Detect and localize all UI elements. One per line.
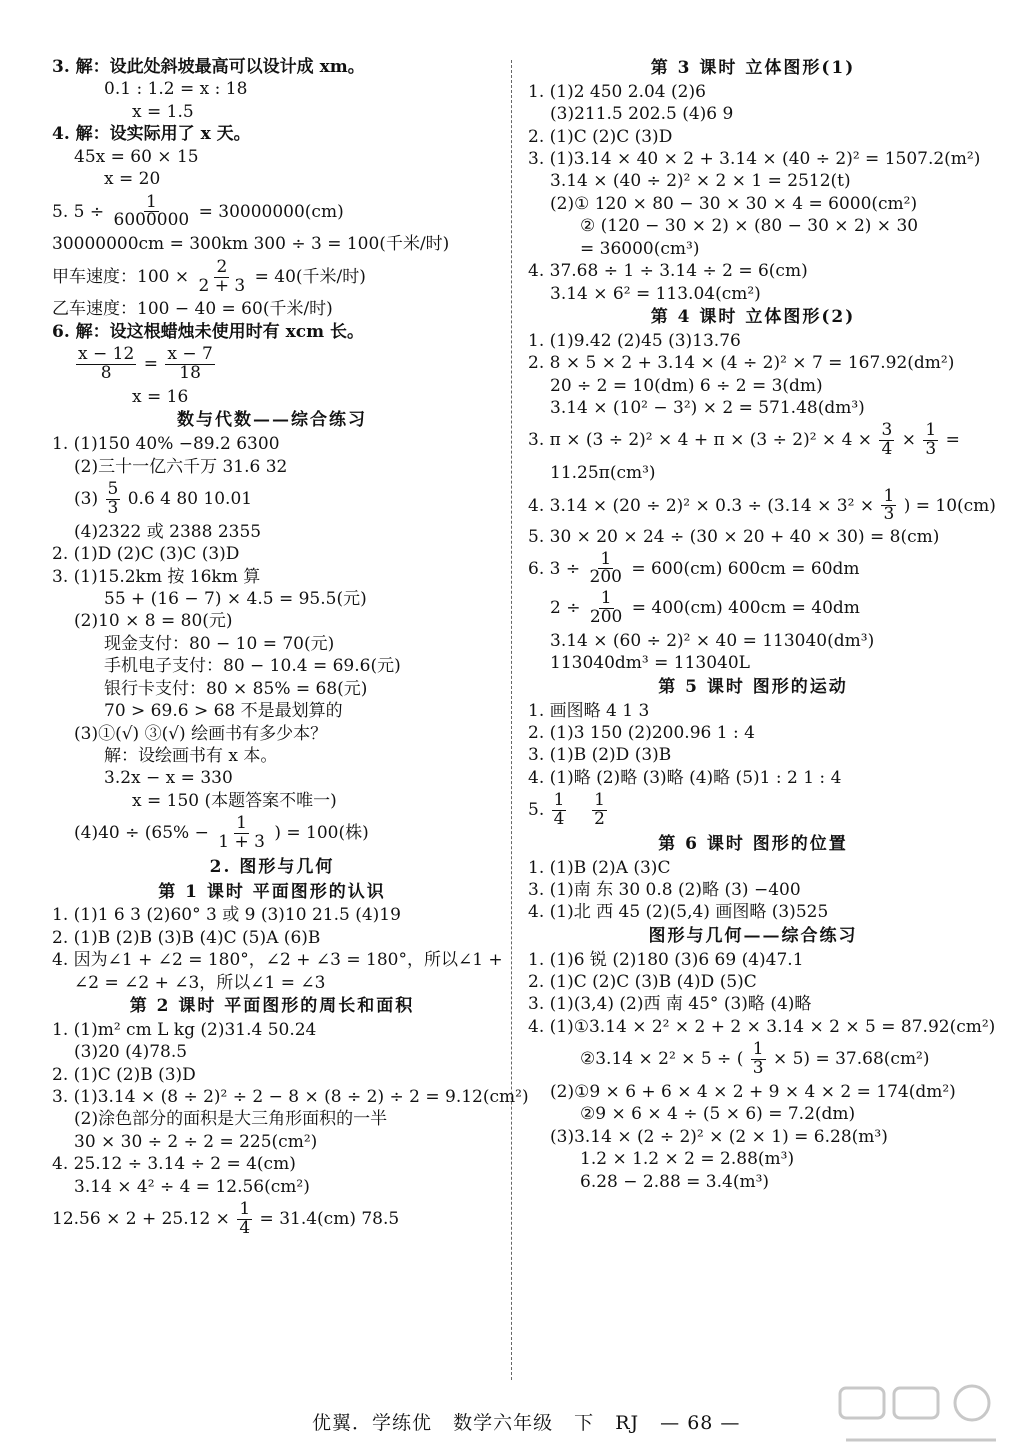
lesson-heading: 第 2 课时 平面图形的周长和面积 [129, 996, 415, 1017]
book-edition: RJ [615, 1412, 640, 1434]
answer-line: (3)3.14 × (2 ÷ 2)² × (2 × 1) = 6.28(m³) [550, 1126, 888, 1147]
section-heading: 数与代数——综合练习 [177, 410, 367, 431]
answer-line: 0.1 : 1.2 = x : 18 [104, 79, 248, 100]
answer-line: 3. π × (3 ÷ 2)² × 4 + π × (3 ÷ 2)² × 4 × $\frac{3}{4}$ × $\frac{1}{3}$ = [528, 420, 960, 460]
answer-line: 6. 3 ÷ $\frac{1}{200}$ = 600(cm) 600cm = 60dm [528, 548, 860, 588]
answer-line: ② (120 − 30 × 2) × (80 − 30 × 2) × 30 [580, 216, 919, 237]
lesson-heading: 第 3 课时 立体图形(1) [650, 58, 856, 78]
answer-line: 3.14 × (10² − 3²) × 2 = 571.48(dm³) [550, 397, 865, 418]
fraction: $\frac{1}{200}$ [589, 588, 623, 628]
answer-line: (2)三十一亿六千万 31.6 32 [74, 456, 288, 477]
answer-line: 6. 解：设这根蜡烛未使用时有 xcm 长。 [52, 321, 364, 342]
answer-line: x = 16 [132, 387, 189, 407]
column-divider [511, 60, 512, 1380]
fraction: $\frac{2}{2 + 3}$ [198, 256, 246, 296]
answer-line: (4)40 ÷ (65% − $\frac{1}{1 + 3}$ ) = 100(株) [74, 813, 369, 853]
answer-line: 4. 解：设实际用了 x 天。 [52, 124, 251, 145]
answer-line: 4. 37.68 ÷ 1 ÷ 3.14 ÷ 2 = 6(cm) [528, 261, 808, 282]
answer-line: 3. (1)15.2km 按 16km 算 [52, 566, 261, 587]
answer-line: 解：设绘画书有 x 本。 [104, 746, 278, 767]
answer-line: 1. (1)2 450 2.04 (2)6 [528, 81, 706, 102]
book-subject: 数学六年级 [453, 1412, 554, 1434]
section-heading: 图形与几何——综合练习 [648, 925, 858, 946]
left-column [52, 56, 529, 1241]
answer-line: 3. (1)南 东 30 0.8 (2)略 (3) −400 [528, 880, 801, 901]
answer-line: 2. (1)C (2)C (3)B (4)D (5)C [528, 971, 757, 992]
answer-line: (3)①(√) ③(√) 绘画书有多少本？ [74, 723, 328, 744]
answer-line: 2 ÷ $\frac{1}{200}$ = 400(cm) 400cm = 40dm [550, 588, 860, 628]
answer-line: 1. (1)m² cm L kg (2)31.4 50.24 [52, 1019, 317, 1040]
answer-line: (2)涂色部分的面积是大三角形面积的一半 [74, 1109, 388, 1130]
answer-line: 2. (1)B (2)B (3)B (4)C (5)A (6)B [52, 927, 321, 948]
answer-line: (2)①9 × 6 + 6 × 4 × 2 + 9 × 4 × 2 = 174(dm²) [550, 1081, 956, 1102]
answer-line: x = 150 (本题答案不唯一) [132, 790, 337, 811]
answer-line: 1. (1)9.42 (2)45 (3)13.76 [528, 330, 741, 351]
answer-line: 乙车速度：100 − 40 = 60(千米/时) [52, 299, 333, 320]
fraction: $\frac{5}{3}$ [107, 478, 119, 518]
answer-line: 1. (1)1 6 3 (2)60° 3 或 9 (3)10 21.5 (4)19 [52, 905, 401, 926]
answer-line: 3. (1)3.14 × 40 × 2 + 3.14 × (40 ÷ 2)² = 1507.2(m²) [528, 148, 981, 169]
fraction: $\frac{1}{3}$ [752, 1039, 764, 1079]
fraction: $\frac{1}{200}$ [589, 548, 622, 588]
answer-line: 银行卡支付：80 × 85% = 68(元) [104, 678, 368, 699]
answer-line: 2. (1)C (2)B (3)D [52, 1064, 196, 1085]
answer-line: (2)10 × 8 = 80(元) [74, 611, 233, 632]
answer-line: 1.2 × 1.2 × 2 = 2.88(m³) [580, 1149, 795, 1170]
answer-line: 2. (1)3 150 (2)200.96 1 : 4 [528, 722, 755, 743]
answer-line: 2. 8 × 5 × 2 + 3.14 × (4 ÷ 2)² × 7 = 167.92(dm²) [528, 353, 955, 374]
answer-line: x = 20 [104, 169, 161, 190]
fraction: $\frac{1}{2}$ [594, 790, 605, 830]
fraction: $\frac{1}{3}$ [925, 420, 937, 460]
answer-line: 4. 25.12 ÷ 3.14 ÷ 2 = 4(cm) [52, 1154, 296, 1175]
answer-line: 手机电子支付：80 − 10.4 = 69.6(元) [104, 656, 401, 677]
answer-line: $\frac{x - 12}{8}$ = $\frac{x - 7}{18}$ [78, 344, 213, 384]
answer-line: 4. (1)略 (2)略 (3)略 (4)略 (5)1 : 2 1 : 4 [528, 767, 842, 788]
answer-line: 现金支付：80 − 10 = 70(元) [104, 633, 335, 654]
answer-line: 5. 5 ÷ $\frac{1}{6000000}$ = 30000000(cm) [52, 191, 344, 231]
fraction: $\frac{x - 7}{18}$ [167, 344, 213, 384]
answer-line: 45x = 60 × 15 [74, 146, 199, 167]
answer-line: 2. (1)C (2)C (3)D [528, 126, 673, 147]
answer-line: (3)211.5 202.5 (4)6 9 [550, 104, 734, 125]
right-column [528, 56, 996, 1193]
lesson-heading: 第 4 课时 立体图形(2) [650, 307, 856, 328]
page-number: — 68 — [660, 1412, 741, 1434]
answer-line: 70 > 69.6 > 68 不是最划算的 [104, 701, 343, 722]
fraction: $\frac{1}{4}$ [553, 790, 565, 830]
answer-line: x = 1.5 [132, 101, 194, 122]
answer-line: 4. (1)北 西 45 (2)(5,4) 画图略 (3)525 [528, 902, 829, 923]
answer-line: 2. (1)D (2)C (3)C (3)D [52, 544, 240, 565]
lesson-heading: 第 6 课时 图形的位置 [658, 833, 848, 854]
answer-line: (3) $\frac{5}{3}$ 0.6 4 80 10.01 [74, 478, 253, 518]
answer-line: 1. 画图略 4 1 3 [528, 700, 650, 721]
answer-line: 30 × 30 ÷ 2 ÷ 2 = 225(cm²) [74, 1131, 318, 1152]
answer-line: 3.14 × 6² = 113.04(cm²) [550, 283, 761, 304]
answer-line: (4)2322 或 2388 2355 [74, 521, 262, 542]
fraction: $\frac{3}{4}$ [881, 420, 893, 460]
answer-line: = 36000(cm³) [580, 238, 700, 259]
answer-line: 20 ÷ 2 = 10(dm) 6 ÷ 2 = 3(dm) [550, 375, 823, 396]
answer-line: 甲车速度：100 × $\frac{2}{2 + 3}$ = 40(千米/时) [52, 256, 366, 296]
answer-line: (3)20 (4)78.5 [74, 1042, 188, 1063]
answer-line: (2)① 120 × 80 − 30 × 30 × 4 = 6000(cm²) [550, 193, 918, 214]
answer-line: 6.28 − 2.88 = 3.4(m³) [580, 1171, 770, 1192]
answer-line: ∠2 = ∠2 + ∠3，所以∠1 = ∠3 [74, 972, 326, 993]
page-footer [312, 1408, 754, 1435]
answer-line: 55 + (16 − 7) × 4.5 = 95.5(元) [104, 588, 367, 609]
brand-name: 优翼．学练优 [312, 1412, 433, 1434]
fraction: $\frac{1}{1 + 3}$ [218, 813, 265, 853]
lesson-heading: 第 5 课时 图形的运动 [658, 676, 848, 697]
answer-line: 12.56 × 2 + 25.12 × $\frac{1}{4}$ = 31.4(cm) 78.5 [52, 1199, 400, 1239]
answer-line: 4. 3.14 × (20 ÷ 2)² × 0.3 ÷ (3.14 × 3² × $\frac{1}{3}$ ) = 10(cm) [528, 485, 996, 525]
answer-line: 3.2x − x = 330 [104, 768, 233, 789]
answer-line: 1. (1)150 40% −89.2 6300 [52, 434, 280, 455]
answer-line: ②9 × 6 × 4 ÷ (5 × 6) = 7.2(dm) [580, 1104, 856, 1125]
watermark-logo [832, 1382, 1012, 1448]
answer-line: 113040dm³ = 113040L [550, 653, 750, 674]
book-volume: 下 [574, 1412, 595, 1434]
answer-line: 5. 30 × 20 × 24 ÷ (30 × 20 + 40 × 30) = 8(cm) [528, 527, 940, 548]
answer-line: 3. (1)B (2)D (3)B [528, 745, 672, 766]
lesson-heading: 第 1 课时 平面图形的认识 [158, 881, 386, 902]
fraction: $\frac{1}{4}$ [239, 1199, 251, 1239]
answer-line: 11.25π(cm³) [550, 463, 656, 484]
answer-line: 3. 解：设此处斜坡最高可以设计成 xm。 [52, 57, 365, 77]
fraction: $\frac{1}{6000000}$ [113, 191, 190, 231]
answer-line: ②3.14 × 2² × 5 ÷ ( $\frac{1}{3}$ × 5) = 37.68(cm²) [580, 1039, 930, 1079]
answer-line: 4. (1)①3.14 × 2² × 2 + 2 × 3.14 × 2 × 5 = 87.92(cm²) [528, 1016, 996, 1037]
answer-line: 3. (1)(3,4) (2)西 南 45° (3)略 (4)略 [528, 994, 812, 1015]
answer-line: 30000000cm = 300km 300 ÷ 3 = 100(千米/时) [52, 234, 450, 255]
fraction: $\frac{1}{3}$ [883, 485, 895, 525]
chapter-heading: 2. 图形与几何 [209, 857, 335, 878]
answer-line: 1. (1)6 锐 (2)180 (3)6 69 (4)47.1 [528, 949, 804, 970]
fraction: $\frac{x - 12}{8}$ [78, 344, 135, 384]
answer-line: 3. (1)3.14 × (8 ÷ 2)² ÷ 2 − 8 × (8 ÷ 2) ÷ 2 = 9.12(cm²) [52, 1087, 529, 1107]
answer-line: 3.14 × (60 ÷ 2)² × 40 = 113040(dm³) [550, 630, 875, 651]
answer-line: 3.14 × 4² ÷ 4 = 12.56(cm²) [74, 1176, 310, 1197]
answer-line: 4. 因为∠1 + ∠2 = 180°，∠2 + ∠3 = 180°，所以∠1 + [52, 950, 503, 971]
answer-line: 1. (1)B (2)A (3)C [528, 857, 671, 878]
answer-line: 5. $\frac{1}{4}$ $\frac{1}{2}$ [528, 790, 605, 830]
answer-line: 3.14 × (40 ÷ 2)² × 2 × 1 = 2512(t) [550, 171, 851, 192]
